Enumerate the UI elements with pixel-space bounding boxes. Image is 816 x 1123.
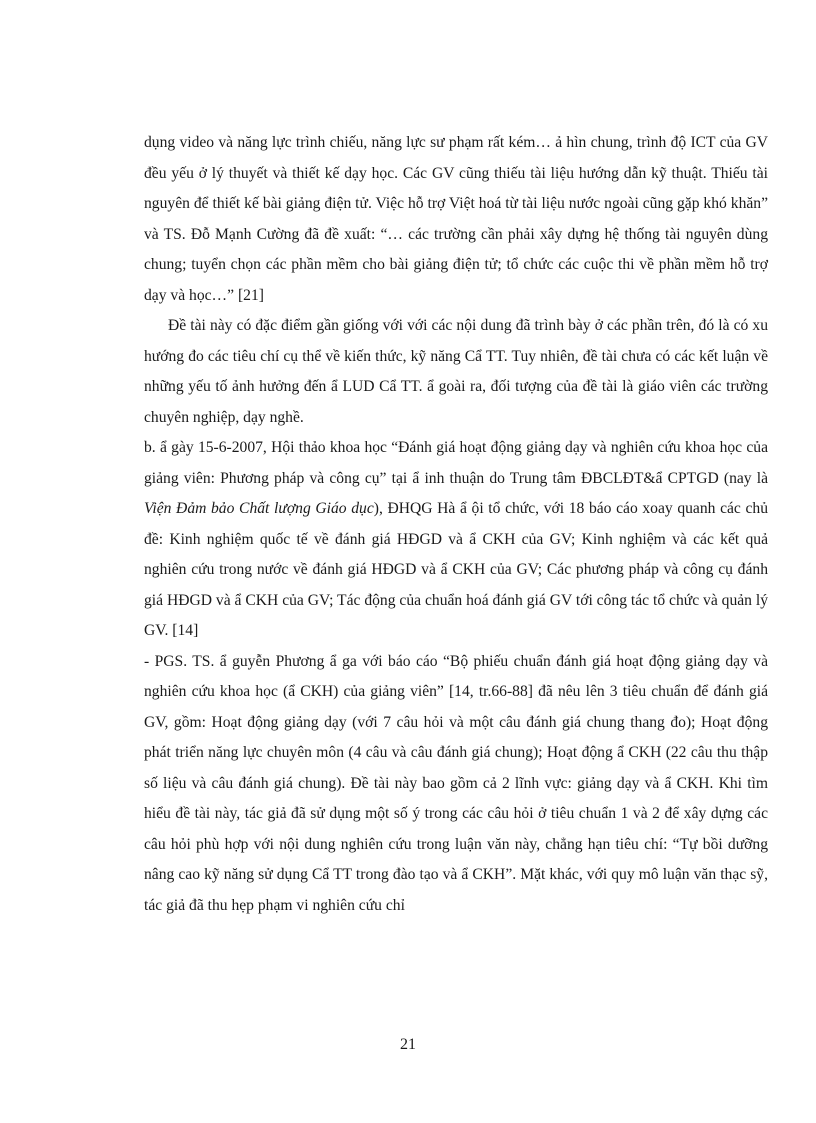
workshop-text-start: b. ẩ gày 15-6-2007, Hội thảo khoa học “Đánh giá hoạt động giảng dạy và nghiên cứu khoa học của giảng viên: Phương pháp và công cụ” tại ẩ inh thuận do Trung tâm ĐBCLĐT&ẩ CPTGD (nay là	[144, 439, 768, 487]
paragraph-workshop	[144, 433, 768, 647]
body-text	[144, 128, 768, 921]
paragraph-evaluation-form: - PGS. TS. ẩ guyễn Phương ẩ ga với báo cáo “Bộ phiếu chuẩn đánh giá hoạt động giảng dạy và nghiên cứu khoa học (ẩ CKH) của giảng viên” [14, tr.66-88] đã nêu lên 3 tiêu chuẩn để đánh giá GV, gồm: Hoạt động giảng dạy (với 7 câu hỏi và một câu đánh giá chung thang đo); Hoạt động phát triển năng lực chuyên môn (4 câu và câu đánh giá chung); Hoạt động ẩ CKH (22 câu thu thập số liệu và câu đánh giá chung). Đề tài này bao gồm cả 2 lĩnh vực: giảng dạy và ẩ CKH. Khi tìm hiểu đề tài này, tác giả đã sử dụng một số ý trong các câu hỏi ở tiêu chuẩn 1 và 2 để xây dựng các câu hỏi phù hợp với nội dung nghiên cứu trong luận văn này, chẳng hạn tiêu chí: “Tự bồi dưỡng nâng cao kỹ năng sử dụng Cẩ TT trong đào tạo và ẩ CKH”. Mặt khác, với quy mô luận văn thạc sỹ, tác giả đã thu hẹp phạm vi nghiên cứu chỉ	[144, 652, 768, 914]
paragraph-ict-quote: dụng video và năng lực trình chiếu, năng lực sư phạm rất kém… ả hìn chung, trình độ ICT của GV đều yếu ở lý thuyết và thiết kế dạy học. Các GV cũng thiếu tài liệu hướng dẫn kỹ thuật. Thiếu tài nguyên để thiết kế bài giảng điện tử. Việc hỗ trợ Việt hoá từ tài liệu nước ngoài cũng gặp khó khăn” và TS. Đỗ Mạnh Cường đã đề xuất: “… các trường cần phải xây dựng hệ thống tài nguyên dùng chung; tuyển chọn các phần mềm cho bài giảng điện tử; tổ chức các cuộc thi về phần mềm hỗ trợ dạy và học…” [21]	[144, 134, 768, 304]
institute-name: Viện Đảm bảo Chất lượng Giáo dục	[144, 500, 374, 517]
page-number: 21	[400, 1036, 416, 1053]
workshop-text-end: ), ĐHQG Hà ẩ ội tổ chức, với 18 báo cáo xoay quanh các chủ đề: Kinh nghiệm quốc tế về đánh giá HĐGD và ẩ CKH của GV; Kinh nghiệm và các kết quả nghiên cứu trong nước về đánh giá HĐGD và ẩ CKH của GV; Các phương pháp và công cụ đánh giá HĐGD và ẩ CKH của GV; Tác động của chuẩn hoá đánh giá GV tới công tác tổ chức và quản lý GV. [14]	[144, 500, 768, 639]
paragraph-topic-summary: Đề tài này có đặc điểm gần giống với với các nội dung đã trình bày ở các phần trên, đó là có xu hướng đo các tiêu chí cụ thể về kiến thức, kỹ năng Cẩ TT. Tuy nhiên, đề tài chưa có các kết luận về những yếu tố ảnh hưởng đến ẩ LUD Cẩ TT. ẩ goài ra, đối tượng của đề tài là giáo viên các trường chuyên nghiệp, dạy nghề.	[144, 317, 768, 426]
